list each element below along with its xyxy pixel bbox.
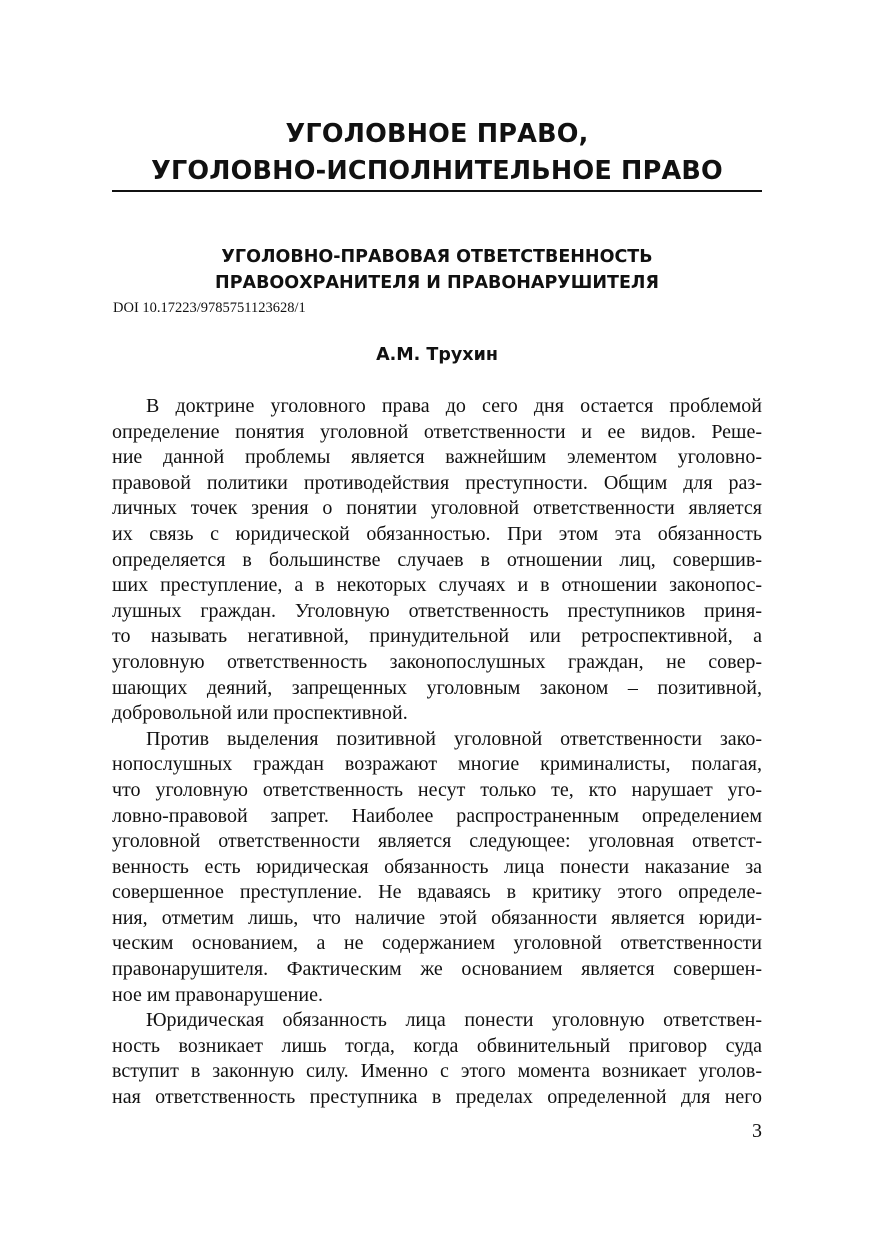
paragraph: [112, 394, 762, 727]
text-line: ния, отметим лишь, что наличие этой обязанности является юриди-: [112, 906, 762, 929]
text-line: добровольной или проспективной.: [112, 702, 408, 725]
text-line: определение понятия уголовной ответственности и ее видов. Реше-: [112, 420, 762, 443]
text-line: венность есть юридическая обязанность лица понести наказание за: [112, 855, 762, 878]
text-line: правонарушителя. Фактическим же основанием является совершен-: [112, 958, 762, 981]
text-line: ших преступление, а в некоторых случаях и в отношении законопос-: [112, 574, 762, 597]
paragraph: [112, 1008, 762, 1110]
section-title-line: УГОЛОВНО-ИСПОЛНИТЕЛЬНОЕ ПРАВО: [151, 156, 723, 186]
article-title: [112, 244, 762, 296]
page-number: 3: [752, 1120, 762, 1142]
text-line: определяется в большинстве случаев в отношении лиц, совершив-: [112, 548, 762, 571]
text-line: Против выделения позитивной уголовной ответственности зако-: [146, 727, 762, 750]
text-line: личных точек зрения о понятии уголовной ответственности является: [112, 497, 762, 520]
text-line: уголовную ответственность законопослушных граждан, не совер-: [112, 650, 762, 673]
text-line: совершенное преступление. Не вдаваясь в критику этого определе-: [112, 881, 762, 904]
text-line: нопослушных граждан возражают многие криминалисты, полагая,: [112, 753, 762, 776]
section-divider: [112, 190, 762, 192]
author: А.М. Трухин: [376, 345, 498, 365]
section-title: [112, 116, 762, 190]
text-line: вступит в законную силу. Именно с этого момента возникает уголов-: [112, 1060, 762, 1083]
text-line: их связь с юридической обязанностью. При этом эта обязанность: [112, 522, 762, 545]
text-line: ние данной проблемы является важнейшим элементом уголовно-: [112, 446, 762, 469]
section-title-line: УГОЛОВНОЕ ПРАВО,: [285, 119, 589, 149]
paragraph: [112, 727, 762, 1009]
article-body: [112, 394, 762, 1111]
text-line: ное им правонарушение.: [112, 983, 323, 1006]
article-title-line: УГОЛОВНО-ПРАВОВАЯ ОТВЕТСТВЕННОСТЬ: [221, 247, 653, 267]
text-line: то называть негативной, принудительной или ретроспективной, а: [112, 625, 762, 648]
text-line: правовой политики противодействия преступности. Общим для раз-: [112, 471, 762, 494]
text-line: уголовной ответственности является следующее: уголовная ответст-: [112, 830, 762, 853]
text-line: В доктрине уголовного права до сего дня остается проблемой: [146, 395, 762, 417]
text-line: Юридическая обязанность лица понести уголовную ответствен-: [146, 1009, 762, 1032]
text-line: ческим основанием, а не содержанием уголовной ответственности: [112, 932, 762, 955]
text-line: лушных граждан. Уголовную ответственность преступников приня-: [112, 599, 762, 622]
text-line: что уголовную ответственность несут только те, кто нарушает уго-: [112, 778, 762, 801]
text-line: ность возникает лишь тогда, когда обвинительный приговор суда: [112, 1034, 762, 1057]
text-line: шающих деяний, запрещенных уголовным законом – позитивной,: [112, 676, 762, 699]
article-title-line: ПРАВООХРАНИТЕЛЯ И ПРАВОНАРУШИТЕЛЯ: [215, 273, 659, 293]
text-line: ная ответственность преступника в пределах определенной для него: [112, 1086, 762, 1109]
text-line: ловно-правовой запрет. Наиболее распространенным определением: [112, 804, 762, 827]
doi: DOI 10.17223/9785751123628/1: [113, 300, 306, 316]
